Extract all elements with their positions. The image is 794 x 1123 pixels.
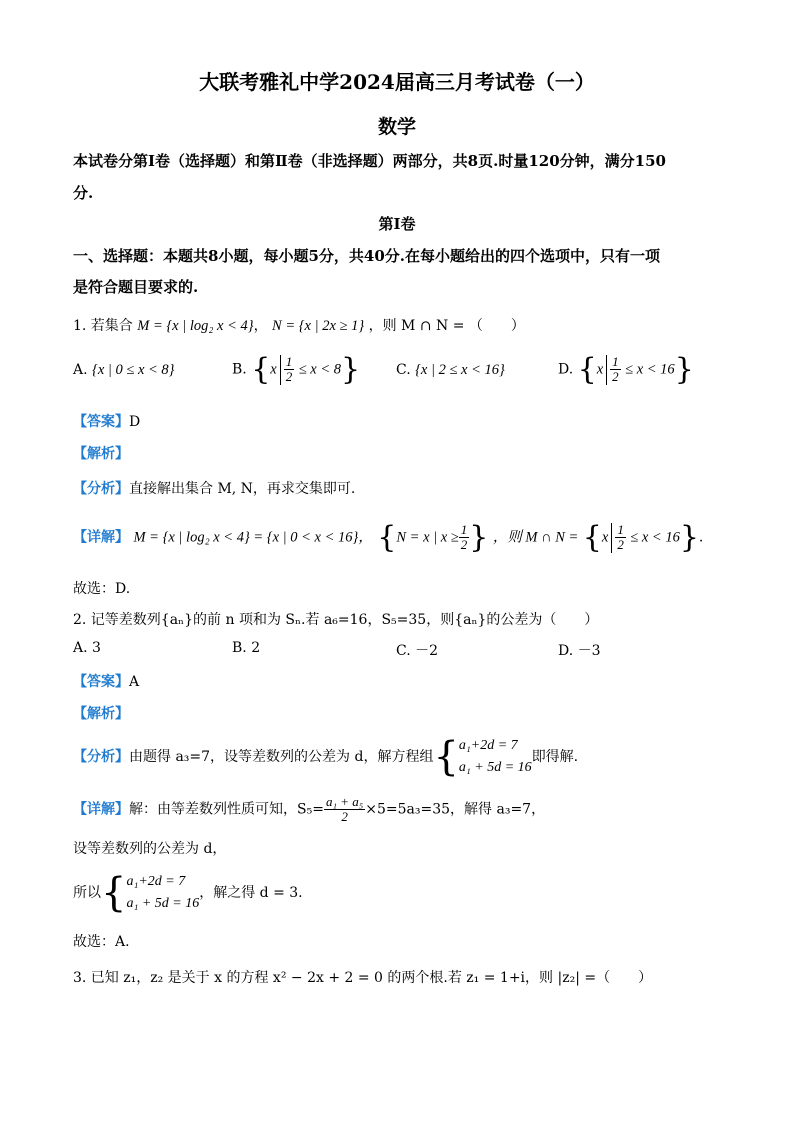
q1-detail: 【详解】 M = {x | log₂ x < 4} = {x | 0 < x < 16}， {N = x | x ≥ $\frac{1}{2}$ } ，则 M ∩ N = {x $\frac{1}{2}$ ≤ x < 16}.: [73, 520, 704, 555]
fraction-numerator: 1: [460, 522, 468, 537]
fraction-numerator: 1: [285, 354, 293, 369]
analysis-tag: 【解析】: [73, 446, 129, 462]
analysis-tag: 【解析】: [73, 706, 129, 722]
fenxi-text: 由题得 a₃=7，设等差数列的公差为 d，解方程组: [129, 749, 434, 765]
option-label: B.: [232, 361, 247, 378]
equation-line-1: a₁+2d = 7: [458, 738, 518, 753]
equation-line-2: a₁ + 5d = 16: [458, 760, 532, 775]
q2-stem: 2. 记等差数列{aₙ}的前 n 项和为 Sₙ.若 a₆=16，S₅=35，则{aₙ}的公差为（ ）: [73, 612, 599, 628]
option-text: 2: [251, 640, 261, 656]
q1-set-n: N = {x | 2x ≥ 1}: [272, 318, 365, 334]
equation-line-2: a₁ + 5d = 16: [126, 896, 200, 911]
q2-fenxi: [73, 734, 578, 780]
option-var: x: [270, 361, 277, 378]
option-rest: ≤ x < 8: [298, 361, 341, 378]
detail-var: x: [601, 529, 609, 546]
q2-option-b[interactable]: [232, 640, 260, 656]
intro-line-2: 分.: [73, 184, 94, 202]
q2-analysis-tag: [73, 703, 129, 723]
q1-stem-prefix: 1. 若集合: [73, 318, 133, 334]
detail-set-m: M = {x | log₂ x < 4} = {x | 0 < x < 16}，: [133, 529, 373, 546]
fraction-denominator: 2: [285, 369, 293, 384]
option-rest: ≤ x < 16: [625, 361, 675, 378]
fraction: [284, 355, 295, 384]
equation-line-1: a₁+2d = 7: [126, 874, 186, 889]
option-label: D.: [558, 361, 574, 378]
q1-set-m: M = {x | log₂ x < 4}: [137, 318, 254, 334]
fraction-denominator: 2: [341, 809, 348, 824]
fenxi-tag: 【分析】: [73, 481, 129, 497]
q1-option-c[interactable]: [396, 362, 505, 379]
q1-fenxi: [73, 478, 355, 498]
fraction-numerator: 1: [612, 354, 619, 369]
q2-detail-line-2: 设等差数列的公差为 d，: [73, 841, 227, 857]
detail-text-post: ×5=5a₃=35，解得 a₃=7，: [365, 801, 546, 818]
option-text: {x | 0 ≤ x < 8}: [92, 362, 175, 378]
fenxi-end: 即得解.: [531, 749, 579, 765]
intro-line-1: 本试卷分第Ⅰ卷（选择题）和第Ⅱ卷（非选择题）两部分，共8页.时量120分钟，满分150: [73, 152, 666, 170]
option-text: －3: [577, 643, 601, 659]
right-brace: }: [341, 352, 361, 387]
q1-option-d[interactable]: [558, 352, 694, 387]
q2-detail-line-3: [73, 870, 303, 916]
q2-answer: [73, 671, 139, 691]
q1-conclusion: 故选：D.: [73, 581, 131, 597]
option-label: B.: [232, 640, 247, 656]
right-brace: }: [679, 520, 699, 555]
equation-system: [459, 735, 532, 779]
option-label: D.: [558, 643, 574, 659]
subject-title: 数学: [377, 116, 416, 138]
q1-option-b[interactable]: [232, 352, 360, 387]
system-brace: {: [101, 870, 127, 916]
fraction: [615, 523, 626, 552]
fraction-denominator: 2: [617, 537, 624, 552]
left-brace: {: [377, 520, 397, 555]
option-label: C.: [396, 362, 411, 378]
q1-stem-suffix: ，则 M ∩ N = （ ）: [368, 318, 525, 334]
right-brace: }: [469, 520, 489, 555]
q2-option-d[interactable]: [558, 640, 601, 660]
system-brace: {: [433, 734, 459, 780]
detail-text-post: ，解之得 d = 3.: [199, 885, 303, 901]
answer-value: D: [129, 414, 141, 430]
answer-value: A: [129, 674, 140, 690]
right-brace: }: [674, 352, 694, 387]
q1-analysis-tag: [73, 443, 129, 463]
q1-option-a[interactable]: [73, 362, 174, 379]
option-text: －2: [415, 643, 439, 659]
fraction: [610, 355, 621, 384]
detail-text: 解：由等差数列性质可知，S₅=: [129, 801, 324, 818]
detail-tag: 【详解】: [73, 529, 129, 546]
answer-tag: 【答案】: [73, 674, 129, 690]
fraction: [324, 795, 365, 824]
fraction-denominator: 2: [460, 537, 468, 552]
q3-stem: 3. 已知 z₁，z₂ 是关于 x 的方程 x² − 2x + 2 = 0 的两个根.若 z₁ = 1+i，则 |z₂| =（ ）: [73, 970, 653, 986]
q1-stem: 1. 若集合 M = {x | log₂ x < 4}， N = {x | 2x ≥ 1} ，则 M ∩ N = （ ）: [73, 318, 525, 334]
left-brace: {: [582, 520, 602, 555]
fraction-numerator: 1: [617, 522, 624, 537]
separator-bar: [606, 355, 607, 385]
detail-range: ≤ x < 16: [630, 529, 680, 546]
detail-tag: 【详解】: [73, 801, 129, 818]
option-text: {x | 2 ≤ x < 16}: [415, 362, 505, 378]
q2-option-a[interactable]: [73, 640, 101, 656]
section-instructions-1: 一、选择题：本题共8小题，每小题5分，共40分.在每小题给出的四个选项中，只有一项: [73, 247, 660, 265]
section-instructions-2: 是符合题目要求的.: [73, 278, 199, 296]
fenxi-text: 直接解出集合 M, N，再求交集即可.: [129, 481, 356, 497]
q2-detail: [73, 795, 545, 824]
document-title: 大联考雅礼中学2024届高三月考试卷（一）: [199, 70, 595, 94]
option-label: A.: [73, 362, 88, 378]
detail-set-n: N = x | x ≥: [396, 529, 459, 546]
option-var: x: [596, 361, 604, 378]
q2-conclusion: 故选：A.: [73, 934, 130, 950]
left-brace: {: [251, 352, 271, 387]
separator-bar: [280, 355, 281, 385]
option-label: A.: [73, 640, 88, 656]
option-text: 3: [92, 640, 101, 656]
q2-option-c[interactable]: [396, 640, 438, 660]
fraction: [459, 523, 470, 552]
detail-text: 所以: [73, 885, 101, 901]
left-brace: {: [577, 352, 597, 387]
detail-intersection: ，则 M ∩ N =: [492, 529, 579, 546]
answer-tag: 【答案】: [73, 414, 129, 430]
fenxi-tag: 【分析】: [73, 749, 129, 765]
option-label: C.: [396, 643, 411, 659]
fraction-numerator: a₁ + a₅: [325, 794, 364, 809]
fraction-denominator: 2: [612, 369, 619, 384]
q1-answer: [73, 411, 140, 431]
equation-system: [126, 871, 199, 915]
separator-bar: [611, 523, 612, 553]
volume-heading: 第Ⅰ卷: [378, 215, 416, 233]
